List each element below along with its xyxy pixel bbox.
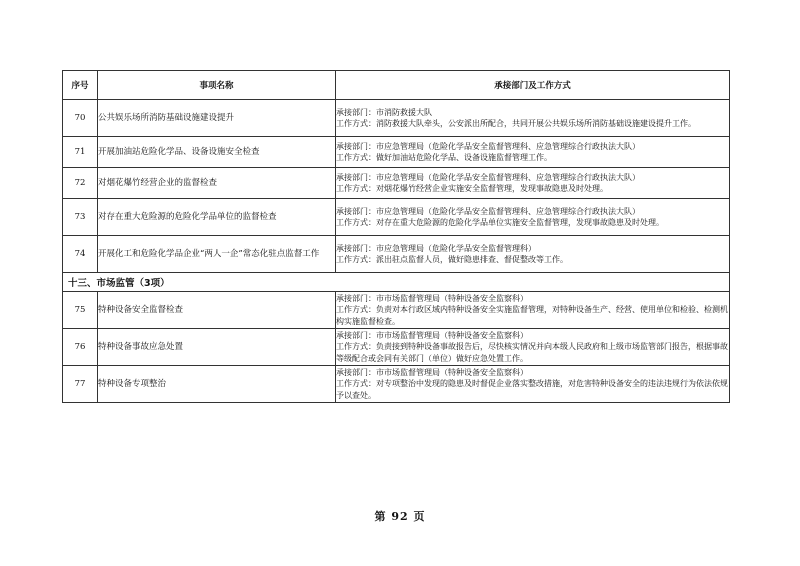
row-unit — [336, 199, 730, 236]
table-row — [63, 199, 730, 236]
header-no: 序号 — [63, 71, 98, 100]
row-unit — [336, 329, 730, 366]
section-row — [63, 273, 730, 292]
table-row — [63, 100, 730, 137]
method-line: 工作方式：对烟花爆竹经营企业实施安全监督管理，发现事故隐患及时处理。 — [336, 184, 608, 193]
method-line: 工作方式：负责对本行政区域内特种设备安全实施监督管理，对特种设备生产、经营、使用单位和检验、检测机构实施监督检查。 — [336, 305, 728, 326]
row-name: 公共娱乐场所消防基础设施建设提升 — [98, 100, 336, 137]
unit-line: 承接部门：市应急管理局（危险化学品安全监督管理科、应急管理综合行政执法大队） — [336, 141, 640, 151]
row-name: 特种设备专项整治 — [98, 366, 336, 403]
row-name: 开展化工和危险化学品企业“两人一企”常态化驻点监督工作 — [98, 236, 336, 273]
section-title: 十三、市场监管（3项） — [63, 273, 730, 292]
row-name: 开展加油站危险化学品、设备设施安全检查 — [98, 137, 336, 168]
unit-line: 承接部门：市市场监督管理局（特种设备安全监察科） — [336, 367, 528, 377]
table-row — [63, 236, 730, 273]
table-row — [63, 137, 730, 168]
unit-line: 承接部门：市市场监督管理局（特种设备安全监察科） — [336, 293, 528, 303]
page-number: 第 92 页 — [374, 510, 426, 523]
unit-line: 承接部门：市消防救援大队 — [336, 107, 432, 117]
unit-line: 承接部门：市市场监督管理局（特种设备安全监察科） — [336, 330, 528, 340]
table-row — [63, 292, 730, 329]
row-no: 71 — [63, 137, 98, 168]
header-name: 事项名称 — [98, 71, 336, 100]
method-line: 工作方式：派出驻点监督人员，做好隐患排查、督促整改等工作。 — [336, 255, 568, 264]
row-no: 76 — [63, 329, 98, 366]
header-unit: 承接部门及工作方式 — [336, 71, 730, 100]
row-name: 对存在重大危险源的危险化学品单位的监督检查 — [98, 199, 336, 236]
row-unit — [336, 137, 730, 168]
method-line: 工作方式：对存在重大危险源的危险化学品单位实施安全监督管理，发现事故隐患及时处理。 — [336, 218, 664, 227]
row-unit — [336, 236, 730, 273]
method-line: 工作方式：消防救援大队牵头，公安派出所配合，共同开展公共娱乐场所消防基础设施建设提升工作。 — [336, 119, 696, 128]
matters-table — [62, 70, 730, 403]
unit-line: 承接部门：市应急管理局（危险化学品安全监督管理科、应急管理综合行政执法大队） — [336, 206, 640, 216]
unit-line: 承接部门：市应急管理局（危险化学品安全监督管理科） — [336, 243, 536, 253]
row-unit — [336, 366, 730, 403]
row-name: 特种设备事故应急处置 — [98, 329, 336, 366]
table-header-row — [63, 71, 730, 100]
row-no: 73 — [63, 199, 98, 236]
table-row — [63, 329, 730, 366]
method-line: 工作方式：对专项整治中发现的隐患及时督促企业落实整改措施，对危害特种设备安全的违法违规行为依法依规予以查处。 — [336, 379, 728, 400]
unit-line: 承接部门：市应急管理局（危险化学品安全监督管理科、应急管理综合行政执法大队） — [336, 172, 640, 182]
row-name: 特种设备安全监督检查 — [98, 292, 336, 329]
table-row — [63, 366, 730, 403]
method-line: 工作方式：做好加油站危险化学品、设备设施监督管理工作。 — [336, 153, 552, 162]
row-no: 77 — [63, 366, 98, 403]
row-unit — [336, 168, 730, 199]
method-line: 工作方式：负责接到特种设备事故报告后，尽快核实情况并向本级人民政府和上级市场监管部门报告，根据事故等级配合或会同有关部门（单位）做好应急处置工作。 — [336, 342, 728, 363]
row-no: 72 — [63, 168, 98, 199]
row-unit — [336, 100, 730, 137]
row-unit — [336, 292, 730, 329]
row-name: 对烟花爆竹经营企业的监督检查 — [98, 168, 336, 199]
table-row — [63, 168, 730, 199]
row-no: 70 — [63, 100, 98, 137]
row-no: 74 — [63, 236, 98, 273]
row-no: 75 — [63, 292, 98, 329]
